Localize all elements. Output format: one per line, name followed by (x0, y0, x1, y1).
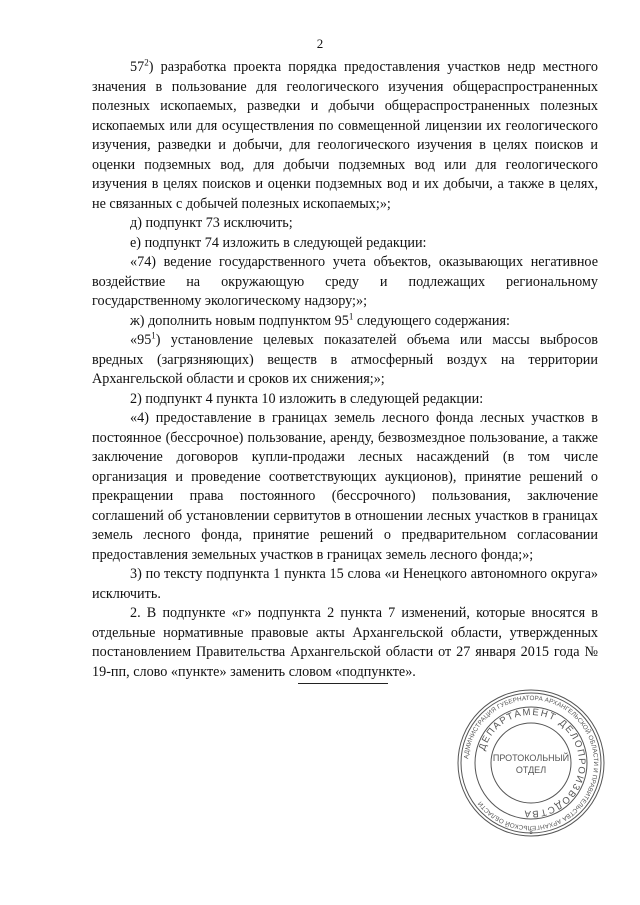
paragraph-text: д) подпункт 73 исключить; (130, 215, 293, 231)
page-number: 2 (316, 36, 324, 51)
paragraph-text: е) подпункт 74 изложить в следующей редакции: (130, 234, 427, 251)
superscript: 2 (144, 57, 149, 68)
paragraph-text: «74) ведение государственного учета объектов, оказывающих негативное воздействие на окружающую среду и подлежащих региональному государственному экологическому надзору;»; (92, 254, 598, 309)
paragraph-text: ) установление целевых показателей объема или массы выбросов вредных (загрязняющих) веществ в атмосферный воздух на территории Архангельской области и сроков их снижения;»; (92, 332, 598, 387)
paragraph-text: 2. В подпункте «г» подпункта 2 пункта 7 изменений, которые вносятся в отдельные нормативные правовые акты Архангельской области, утвержденных постановлением Правительства Архангельской области от 27 января 2015 года № 19-пп, слово «пункте» заменить словом «подпункте». (92, 605, 598, 680)
paragraph-text: «95 (130, 332, 152, 348)
paragraph (92, 409, 598, 565)
paragraph (92, 58, 598, 214)
paragraph (92, 390, 598, 410)
official-stamp (456, 688, 606, 838)
paragraph (92, 604, 598, 682)
paragraph-text: «4) предоставление в границах земель лесного фонда лесных участков в постоянное (бессрочное) пользование, аренду, безвозмездное пользование, а также заключение договоров купли-продажи лесных насаждений (в том числе организация и проведение соответствующих аукционов), принятие решений о прекращении права постоянного (бессрочного) пользования, заключение соглашений об установлении сервитутов в отношении лесных участков в границах земель лесного фонда, принятие решений о предварительном согласовании предоставления земельных участков в границах земель лесного фонда;»; (92, 410, 598, 563)
document-body (92, 58, 598, 682)
paragraph (92, 565, 598, 604)
end-separator-line (298, 683, 388, 684)
stamp-number: 8 (529, 830, 533, 836)
superscript: 1 (348, 310, 354, 321)
paragraph-text: 57 (130, 59, 145, 75)
superscript: 1 (151, 330, 156, 341)
stamp-outer-text: АДМИНИСТРАЦИЯ ГУБЕРНАТОРА АРХАНГЕЛЬСКОЙ ОБЛАСТИ И ПРАВИТЕЛЬСТВА АРХАНГЕЛЬСКОЙ ОБЛАСТИ (463, 694, 600, 832)
stamp-inner-text: ДЕПАРТАМЕНТ ДЕЛОПРОИЗВОДСТВА (476, 706, 588, 820)
paragraph (92, 214, 598, 234)
paragraph (92, 234, 598, 254)
paragraph (92, 253, 598, 312)
stamp-center-line-2: ОТДЕЛ (515, 765, 547, 775)
paragraph-text: 2) подпункт 4 пункта 10 изложить в следующей редакции: (130, 390, 484, 407)
paragraph-text: ж) дополнить новым подпунктом 95 (130, 312, 349, 329)
paragraph-text: 3) по тексту подпункта 1 пункта 15 слова «и Ненецкого автономного округа» исключить. (92, 566, 598, 602)
paragraph-text: ) разработка проекта порядка предоставления участков недр местного значения в пользование для геологического изучения общераспространенных полезных ископаемых, разведки и добычи общераспространенных полезных ископаемых или для осуществления по совмещенной лицензии их геологического изучения, разведки и добычи, для геологического изучения в целях поисков и оценки подземных вод, для добычи подземных вод или для геологического изучения в целях поисков и оценки подземных вод и их добычи, а также в целях, не связанных с добычей полезных ископаемых;»; (92, 59, 598, 212)
stamp-center-circle (491, 723, 571, 803)
paragraph-text: следующего содержания: (353, 312, 510, 329)
paragraph (92, 331, 598, 390)
paragraph (92, 312, 598, 332)
stamp-center-line-1: ПРОТОКОЛЬНЫЙ (492, 753, 570, 763)
